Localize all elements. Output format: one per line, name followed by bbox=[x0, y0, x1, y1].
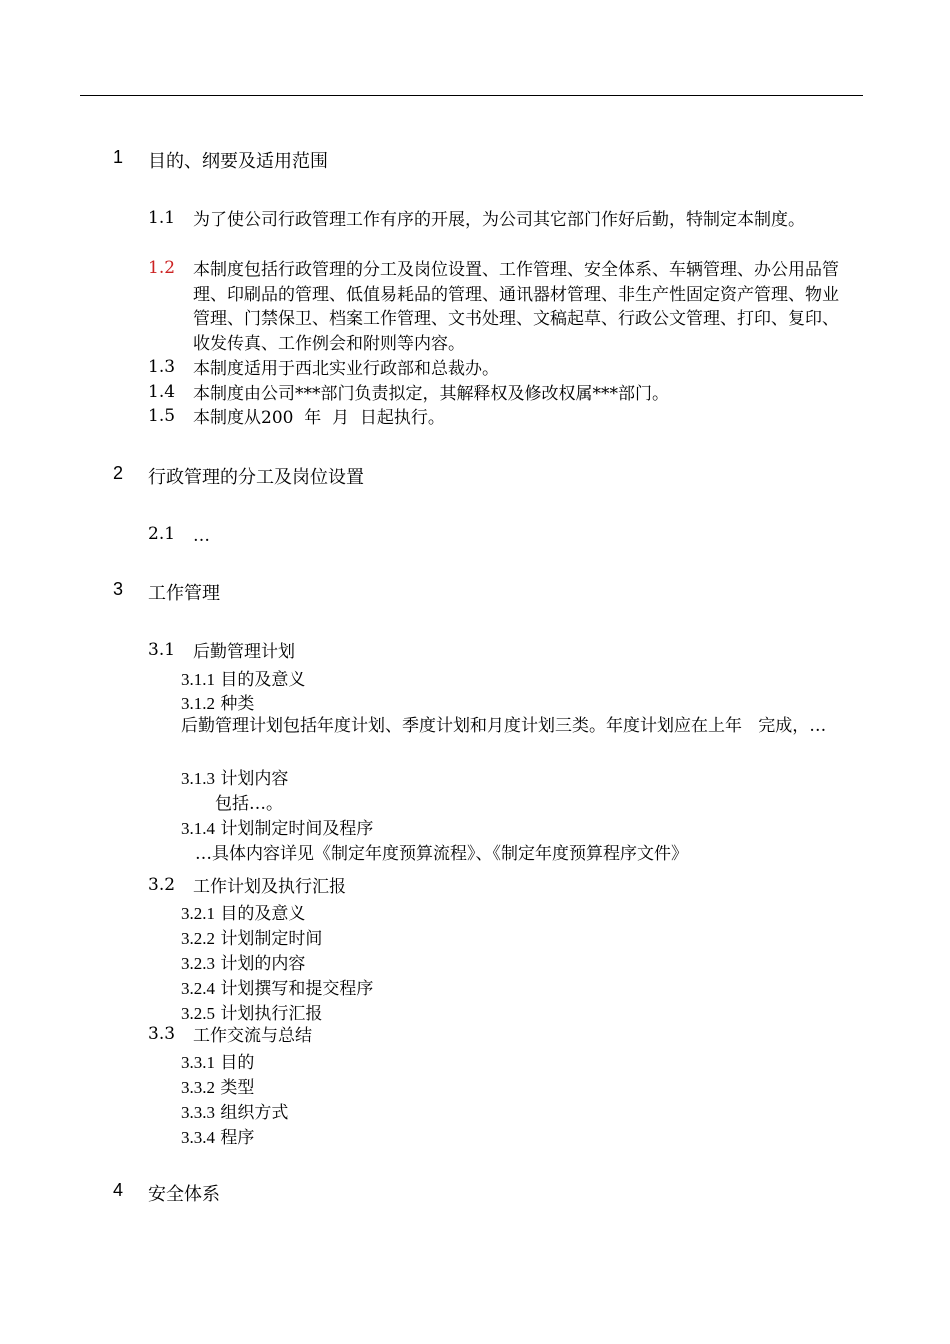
clause-number: 1.1 bbox=[148, 208, 176, 228]
clause-number: 3.2 bbox=[148, 875, 176, 895]
subclause-text: 组织方式 bbox=[220, 1103, 289, 1123]
subclause-number: 3.1.2 bbox=[181, 694, 215, 713]
section-number: 3 bbox=[113, 579, 124, 599]
subclause-number: 3.3.1 bbox=[181, 1053, 215, 1072]
subclause-text: 种类 bbox=[220, 694, 255, 714]
clause-number: 1.4 bbox=[148, 382, 176, 402]
clause-number: 3.1 bbox=[148, 640, 176, 660]
section-title: 工作管理 bbox=[148, 583, 220, 604]
subclause-3-1-1 bbox=[181, 665, 305, 690]
header-rule bbox=[80, 95, 863, 96]
clause-text: … bbox=[193, 526, 210, 546]
clause-text: 本制度包括行政管理的分工及岗位设置、工作管理、安全体系、车辆管理、办公用品管理、印刷品的管理、低值易耗品的管理、通讯器材管理、非生产性固定资产管理、物业管理、门禁保卫、档案工作管理、文书处理、文稿起草、行政公文管理、打印、复印、收发传真、工作例会和附则等内容。 bbox=[193, 260, 839, 354]
subclause-number: 3.1.1 bbox=[181, 670, 215, 689]
paragraph-3-1-2: 后勤管理计划包括年度计划、季度计划和月度计划三类。年度计划应在上年 完成，… bbox=[181, 716, 827, 736]
clause-text: 本制度从200 年 月 日起执行。 bbox=[193, 408, 445, 428]
clause-text: 工作计划及执行汇报 bbox=[193, 877, 346, 897]
subclause-3-3-1 bbox=[181, 1048, 254, 1073]
subclause-number: 3.3.2 bbox=[181, 1078, 215, 1097]
subclause-number: 3.2.2 bbox=[181, 929, 215, 948]
subclause-number: 3.2.3 bbox=[181, 954, 215, 973]
clause-number: 3.3 bbox=[148, 1024, 176, 1044]
section-number: 1 bbox=[113, 147, 124, 167]
subclause-3-1-2 bbox=[181, 689, 254, 714]
subclause-number: 3.2.1 bbox=[181, 904, 215, 923]
clause-number: 2.1 bbox=[148, 524, 176, 544]
subclause-3-3-3 bbox=[181, 1098, 288, 1123]
subclause-number: 3.2.4 bbox=[181, 979, 215, 998]
clause-number: 1.3 bbox=[148, 357, 176, 377]
subclause-3-1-3 bbox=[181, 764, 288, 789]
clause-text: 工作交流与总结 bbox=[193, 1026, 312, 1046]
subclause-text: 程序 bbox=[220, 1128, 255, 1148]
paragraph-3-1-3: 包括…。 bbox=[215, 794, 283, 814]
subclause-number: 3.3.4 bbox=[181, 1128, 215, 1147]
subclause-text: 目的及意义 bbox=[220, 904, 306, 924]
subclause-number: 3.3.3 bbox=[181, 1103, 215, 1122]
subclause-text: 计划撰写和提交程序 bbox=[220, 979, 374, 999]
section-title: 行政管理的分工及岗位设置 bbox=[148, 467, 364, 488]
subclause-3-1-4 bbox=[181, 814, 373, 839]
clause-number: 1.2 bbox=[148, 258, 176, 278]
clause-text: 本制度由公司***部门负责拟定，其解释权及修改权属***部门。 bbox=[193, 384, 669, 404]
subclause-number: 3.1.4 bbox=[181, 819, 215, 838]
paragraph-3-1-4: …具体内容详见《制定年度预算流程》、《制定年度预算程序文件》 bbox=[195, 844, 688, 864]
subclause-3-2-2 bbox=[181, 924, 322, 949]
subclause-text: 计划执行汇报 bbox=[220, 1004, 323, 1024]
subclause-3-2-3 bbox=[181, 949, 305, 974]
subclause-text: 计划制定时间 bbox=[220, 929, 323, 949]
subclause-text: 计划的内容 bbox=[220, 954, 306, 974]
subclause-number: 3.1.3 bbox=[181, 769, 215, 788]
section-number: 2 bbox=[113, 463, 124, 483]
section-title: 目的、纲要及适用范围 bbox=[148, 151, 328, 172]
subclause-text: 目的 bbox=[220, 1053, 255, 1073]
subclause-3-2-1 bbox=[181, 899, 305, 924]
subclause-3-3-4 bbox=[181, 1123, 254, 1148]
subclause-text: 计划内容 bbox=[220, 769, 289, 789]
section-title: 安全体系 bbox=[148, 1184, 220, 1205]
clause-text: 为了使公司行政管理工作有序的开展，为公司其它部门作好后勤，特制定本制度。 bbox=[193, 210, 805, 230]
clause-text: 本制度适用于西北实业行政部和总裁办。 bbox=[193, 359, 499, 379]
subclause-text: 目的及意义 bbox=[220, 670, 306, 690]
subclause-text: 计划制定时间及程序 bbox=[220, 819, 374, 839]
clause-number: 1.5 bbox=[148, 406, 176, 426]
subclause-text: 类型 bbox=[220, 1078, 255, 1098]
section-number: 4 bbox=[113, 1180, 124, 1200]
clause-text: 后勤管理计划 bbox=[193, 642, 295, 662]
subclause-number: 3.2.5 bbox=[181, 1004, 215, 1023]
subclause-3-2-5 bbox=[181, 999, 322, 1024]
subclause-3-2-4 bbox=[181, 974, 373, 999]
subclause-3-3-2 bbox=[181, 1073, 254, 1098]
